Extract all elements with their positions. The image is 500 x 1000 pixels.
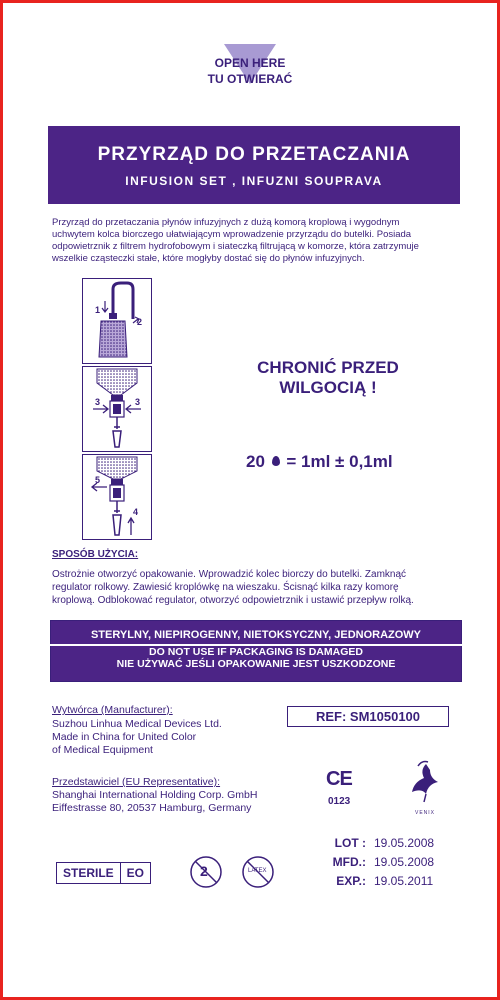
step-number: 2 <box>137 317 143 327</box>
step-illustration-2 <box>82 366 152 452</box>
description-line: wszelkie cząsteczki stałe, które mogłyby dostać się do płynów infuzyjnych. <box>52 253 365 264</box>
step-number: 3 <box>95 397 101 407</box>
step-illustration-1 <box>82 278 152 364</box>
mfd-value: 19.05.2008 <box>374 855 435 869</box>
manufacturer-info <box>52 718 222 757</box>
manufacturer-line: of Medical Equipment <box>52 744 153 756</box>
lot-value: 19.05.2008 <box>374 836 435 850</box>
drop-count: 20 <box>246 452 265 471</box>
ref-number: REF: SM1050100 <box>287 706 449 727</box>
title-banner <box>48 126 460 204</box>
lot-row <box>310 836 434 855</box>
ce-notified-body-number: 0123 <box>328 796 351 807</box>
sterile-label: STERILE <box>63 866 114 880</box>
step-number: 4 <box>133 507 139 517</box>
product-title: PRZYRZĄD DO PRZETACZANIA <box>97 144 411 165</box>
moisture-warning <box>228 358 428 398</box>
description-line: Przyrząd do przetaczania płynów infuzyjnych z dużą komorą kroplową i wygodnym <box>52 217 400 228</box>
step-number: 1 <box>95 305 101 315</box>
manufacturer-heading: Wytwórca (Manufacturer): <box>52 704 173 716</box>
representative-line: Eiffestrasse 80, 20537 Hamburg, Germany <box>52 802 252 814</box>
warning-divider <box>50 644 462 646</box>
safety-line-en: DO NOT USE IF PACKAGING IS DAMAGED <box>149 646 363 658</box>
usage-line: regulator rolkowy. Zawiesić kroplówkę na wieszaku. Ścisnąć kilka razy komorę <box>52 582 399 593</box>
description-line: uchwytem kolca biorczego ułatwiającym wprowadzenie przyrządu do butelki. Posiada <box>52 229 412 240</box>
exp-value: 19.05.2011 <box>374 874 434 888</box>
drop-volume: = 1ml ± 0,1ml <box>286 452 393 471</box>
representative-heading: Przedstawiciel (EU Representative): <box>52 776 221 788</box>
product-subtitle: INFUSION SET , INFUZNI SOUPRAVA <box>125 174 383 188</box>
safety-warning-box <box>50 620 462 682</box>
usage-line: kroplową. Odblokować regulator, otworzyć odpowietrznik i ustawić przepływ rolką. <box>52 595 414 606</box>
drop-rate <box>246 452 426 472</box>
mfd-row <box>310 855 434 874</box>
single-use-icon <box>188 854 224 890</box>
product-description <box>52 217 462 265</box>
sterilization-method: EO <box>120 863 150 883</box>
mfd-label: MFD.: <box>332 855 366 869</box>
usage-instructions <box>52 568 462 607</box>
step-illustration-3 <box>82 454 152 540</box>
ce-mark: CE <box>326 768 352 790</box>
safety-line-pl: NIE UŻYWAĆ JEŚLI OPAKOWANIE JEST USZKODZONE <box>116 658 396 670</box>
representative-line: Shanghai International Holding Corp. GmbH <box>52 789 258 801</box>
manufacturer-line: Suzhou Linhua Medical Devices Ltd. <box>52 718 222 730</box>
open-here-label-pl: TU OTWIERAĆ <box>207 72 293 86</box>
brand-logo-text: VENIX <box>414 810 436 816</box>
moisture-warning-line: CHRONIĆ PRZED <box>257 358 399 377</box>
brand-logo-icon <box>404 758 446 818</box>
safety-line-sterile: STERYLNY, NIEPIROGENNY, NIETOKSYCZNY, JEDNORAZOWY <box>90 629 422 641</box>
latex-free-icon <box>240 854 276 890</box>
manufacturer-line: Made in China for United Color <box>52 731 197 743</box>
step-number: 5 <box>95 475 101 485</box>
sterile-badge <box>56 862 151 884</box>
moisture-warning-line: WILGOCIĄ ! <box>279 378 377 397</box>
lot-label: LOT : <box>334 836 366 850</box>
exp-row <box>310 874 434 893</box>
date-info <box>310 836 434 893</box>
latex-label: LATEX <box>248 868 267 874</box>
drop-icon <box>272 456 280 466</box>
description-line: odpowietrznik z filtrem hydrofobowym i siateczką filtrującą w komorze, która zatrzymuje <box>52 241 419 252</box>
single-use-number: 2 <box>200 863 208 879</box>
usage-heading: SPOSÓB UŻYCIA: <box>52 549 139 560</box>
exp-label: EXP.: <box>336 874 366 888</box>
step-number: 3 <box>135 397 141 407</box>
open-here-label: OPEN HERE <box>214 56 286 70</box>
representative-info <box>52 789 257 815</box>
usage-line: Ostrożnie otworzyć opakowanie. Wprowadzić kolec biorczy do butelki. Zamknąć <box>52 569 407 580</box>
